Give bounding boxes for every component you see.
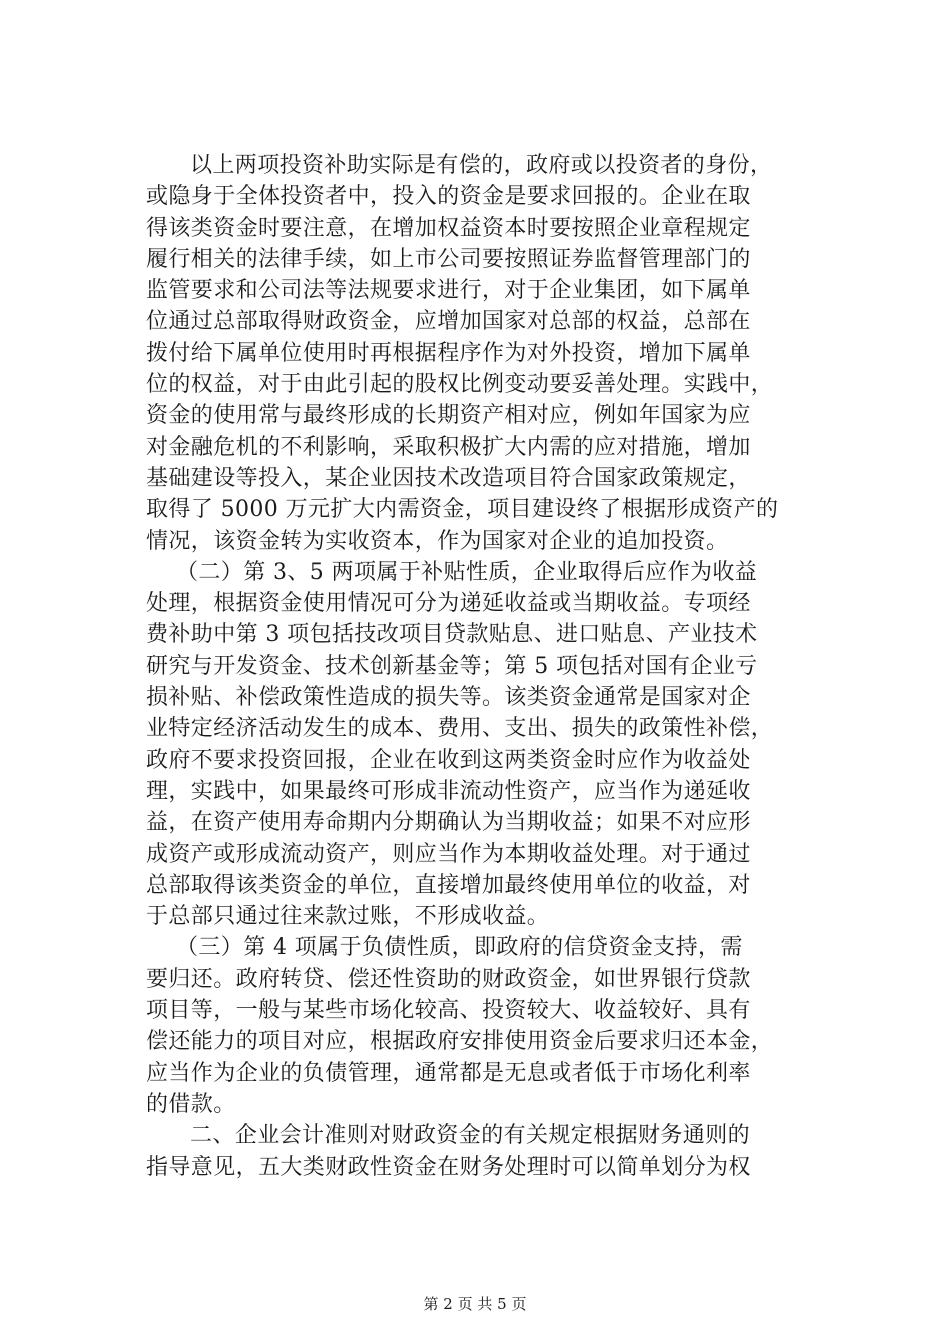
paragraph-2-line-7: 政府不要求投资回报，企业在收到这两类资金时应作为收益处: [146, 747, 751, 773]
paragraph-1-line-10: 对金融危机的不利影响，采取积极扩大内需的应对措施，增加: [146, 434, 751, 460]
paragraph-1-line-1: 以上两项投资补助实际是有偿的，政府或以投资者的身份，: [190, 153, 773, 178]
paragraph-3-line-5: 应当作为企业的负债管理，通常都是无息或者低于市场化利率: [146, 1060, 751, 1086]
paragraph-4-line-1: 二、企业会计准则对财政资金的有关规定根据财务通则的: [190, 1123, 751, 1149]
paragraph-1-line-11: 基础建设等投入，某企业因技术改造项目符合国家政策规定，: [146, 465, 751, 491]
paragraph-3-line-2: 要归还。政府转贷、偿还性资助的财政资金，如世界银行贷款: [146, 966, 751, 992]
paragraph-3-line-1: （三）第 4 项属于负债性质，即政府的信贷资金支持，需: [176, 935, 743, 961]
paragraph-1-line-6: 位通过总部取得财政资金，应增加国家对总部的权益，总部在: [146, 309, 751, 335]
paragraph-2-line-2: 处理，根据资金使用情况可分为递延收益或当期收益。专项经: [146, 591, 751, 617]
paragraph-1-line-13: 情况，该资金转为实收资本，作为国家对企业的追加投资。: [146, 528, 729, 554]
paragraph-1-line-5: 监管要求和公司法等法规要求进行，对于企业集团，如下属单: [146, 278, 751, 304]
paragraph-1-line-12: 取得了 5000 万元扩大内需资金，项目建设终了根据形成资产的: [146, 497, 779, 523]
paragraph-1-line-4: 履行相关的法律手续，如上市公司要按照证券监督管理部门的: [146, 246, 751, 272]
paragraph-2-line-6: 业特定经济活动发生的成本、费用、支出、损失的政策性补偿，: [146, 716, 774, 742]
paragraph-2-line-1: （二）第 3、5 两项属于补贴性质，企业取得后应作为收益: [176, 559, 758, 585]
paragraph-2-line-8: 理，实践中，如果最终可形成非流动性资产，应当作为递延收: [146, 778, 751, 804]
paragraph-2-line-3: 费补助中第 3 项包括技改项目贷款贴息、进口贴息、产业技术: [146, 622, 758, 648]
paragraph-3-line-3: 项目等，一般与某些市场化较高、投资较大、收益较好、具有: [146, 998, 751, 1024]
paragraph-1-line-2: 或隐身于全体投资者中，投入的资金是要求回报的。企业在取: [146, 184, 751, 210]
paragraph-1-line-8: 位的权益，对于由此引起的股权比例变动要妥善处理。实践中，: [146, 372, 774, 398]
page-number-footer: 第 2 页 共 5 页: [423, 1295, 527, 1313]
document-body: [146, 150, 836, 1183]
paragraph-2-line-5: 损补贴、补偿政策性造成的损失等。该类资金通常是国家对企: [146, 685, 751, 711]
paragraph-2-line-4: 研究与开发资金、技术创新基金等；第 5 项包括对国有企业亏: [146, 653, 758, 679]
paragraph-1-line-9: 资金的使用常与最终形成的长期资产相对应，例如年国家为应: [146, 403, 751, 429]
paragraph-2-line-11: 总部取得该类资金的单位，直接增加最终使用单位的收益，对: [146, 872, 751, 898]
paragraph-4-line-2: 指导意见，五大类财政性资金在财务处理时可以简单划分为权: [146, 1154, 751, 1180]
paragraph-2-line-10: 成资产或形成流动资产，则应当作为本期收益处理。对于通过: [146, 841, 751, 867]
paragraph-2-line-9: 益，在资产使用寿命期内分期确认为当期收益；如果不对应形: [146, 810, 751, 836]
paragraph-1-line-3: 得该类资金时要注意，在增加权益资本时要按照企业章程规定: [146, 215, 751, 241]
paragraph-3-line-4: 偿还能力的项目对应，根据政府安排使用资金后要求归还本金，: [146, 1029, 774, 1055]
paragraph-2-line-12: 于总部只通过往来款过账，不形成收益。: [146, 904, 550, 930]
paragraph-1-line-7: 拨付给下属单位使用时再根据程序作为对外投资，增加下属单: [146, 340, 751, 366]
paragraph-3-line-6: 的借款。: [146, 1091, 236, 1117]
